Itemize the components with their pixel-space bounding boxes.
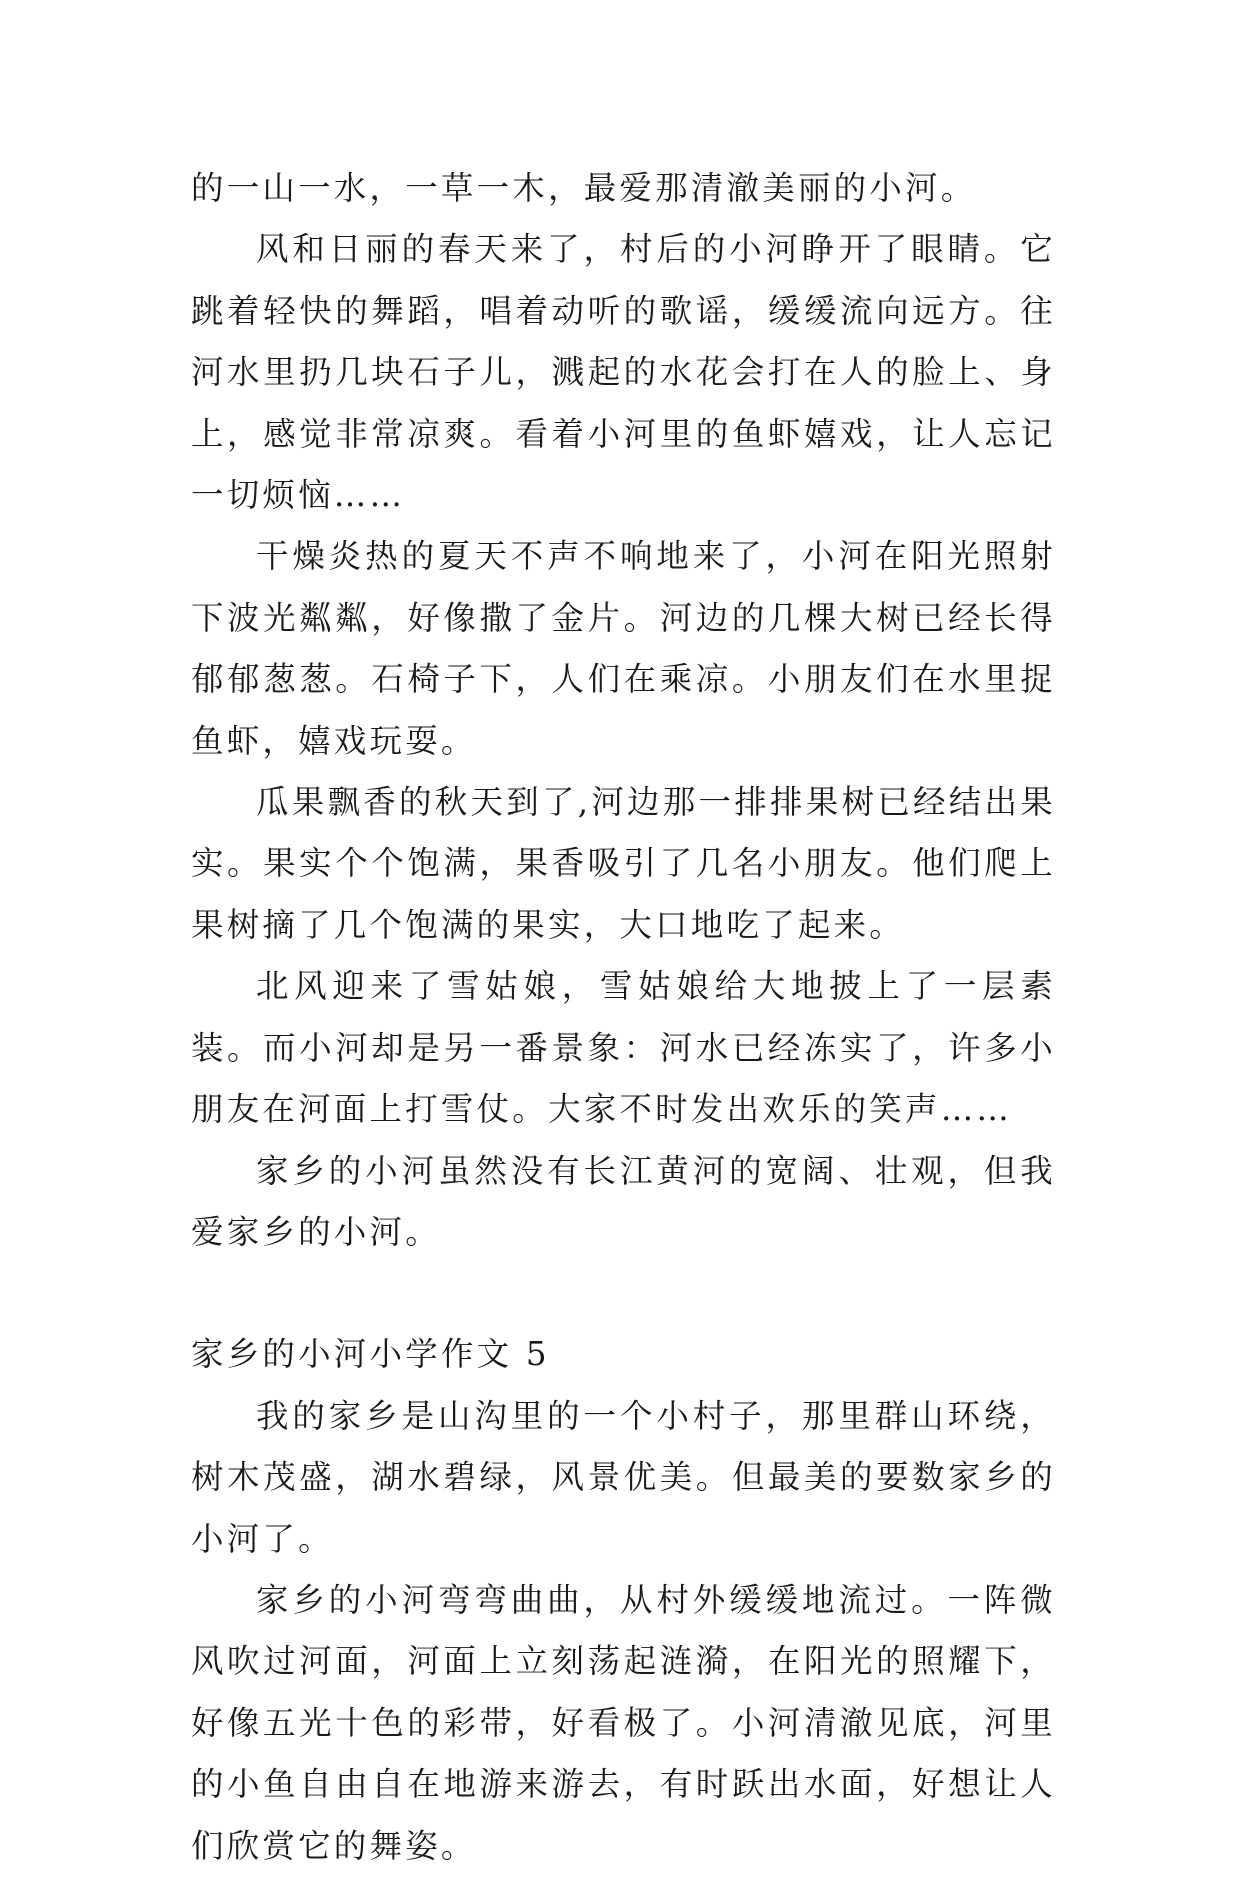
paragraph-conclusion: 家乡的小河虽然没有长江黄河的宽阔、壮观，但我爱家乡的小河。 bbox=[191, 1151, 1056, 1251]
paragraph-continued: 的一山一水，一草一木，最爱那清澈美丽的小河。 bbox=[191, 169, 977, 207]
paragraph-spring: 风和日丽的春天来了，村后的小河睁开了眼睛。它跳着轻快的舞蹈，唱着动听的歌谣，缓缓流向远方。往河水里扔几块石子儿，溅起的水花会打在人的脸上、身上，感觉非常凉爽。看着小河里的鱼虾嬉戏，让人忘记一切烦恼…… bbox=[191, 230, 1056, 515]
section-title: 家乡的小河小学作文 5 bbox=[191, 1335, 550, 1374]
paragraph-summer: 干燥炎热的夏天不声不响地来了，小河在阳光照射下波光粼粼，好像撒了金片。河边的几棵大树已经长得郁郁葱葱。石椅子下，人们在乘凉。小朋友们在水里捉鱼虾，嬉戏玩耍。 bbox=[191, 537, 1056, 760]
paragraph-river-description: 家乡的小河弯弯曲曲，从村外缓缓地流过。一阵微风吹过河面，河面上立刻荡起涟漪，在阳光的照耀下，好像五光十色的彩带，好看极了。小河清澈见底，河里的小鱼自由自在地游来游去，有时跃出水面，好想让人们欣赏它的舞姿。 bbox=[191, 1580, 1056, 1865]
document-body bbox=[191, 158, 1056, 1877]
paragraph-winter: 北风迎来了雪姑娘，雪姑娘给大地披上了一层素装。而小河却是另一番景象：河水已经冻实了，许多小朋友在河面上打雪仗。大家不时发出欢乐的笑声…… bbox=[191, 967, 1056, 1129]
paragraph-intro: 我的家乡是山沟里的一个小村子，那里群山环绕，树木茂盛，湖水碧绿，风景优美。但最美的要数家乡的小河了。 bbox=[191, 1396, 1056, 1558]
paragraph-autumn: 瓜果飘香的秋天到了,河边那一排排果树已经结出果实。果实个个饱满，果香吸引了几名小朋友。他们爬上果树摘了几个饱满的果实，大口地吃了起来。 bbox=[191, 783, 1056, 944]
